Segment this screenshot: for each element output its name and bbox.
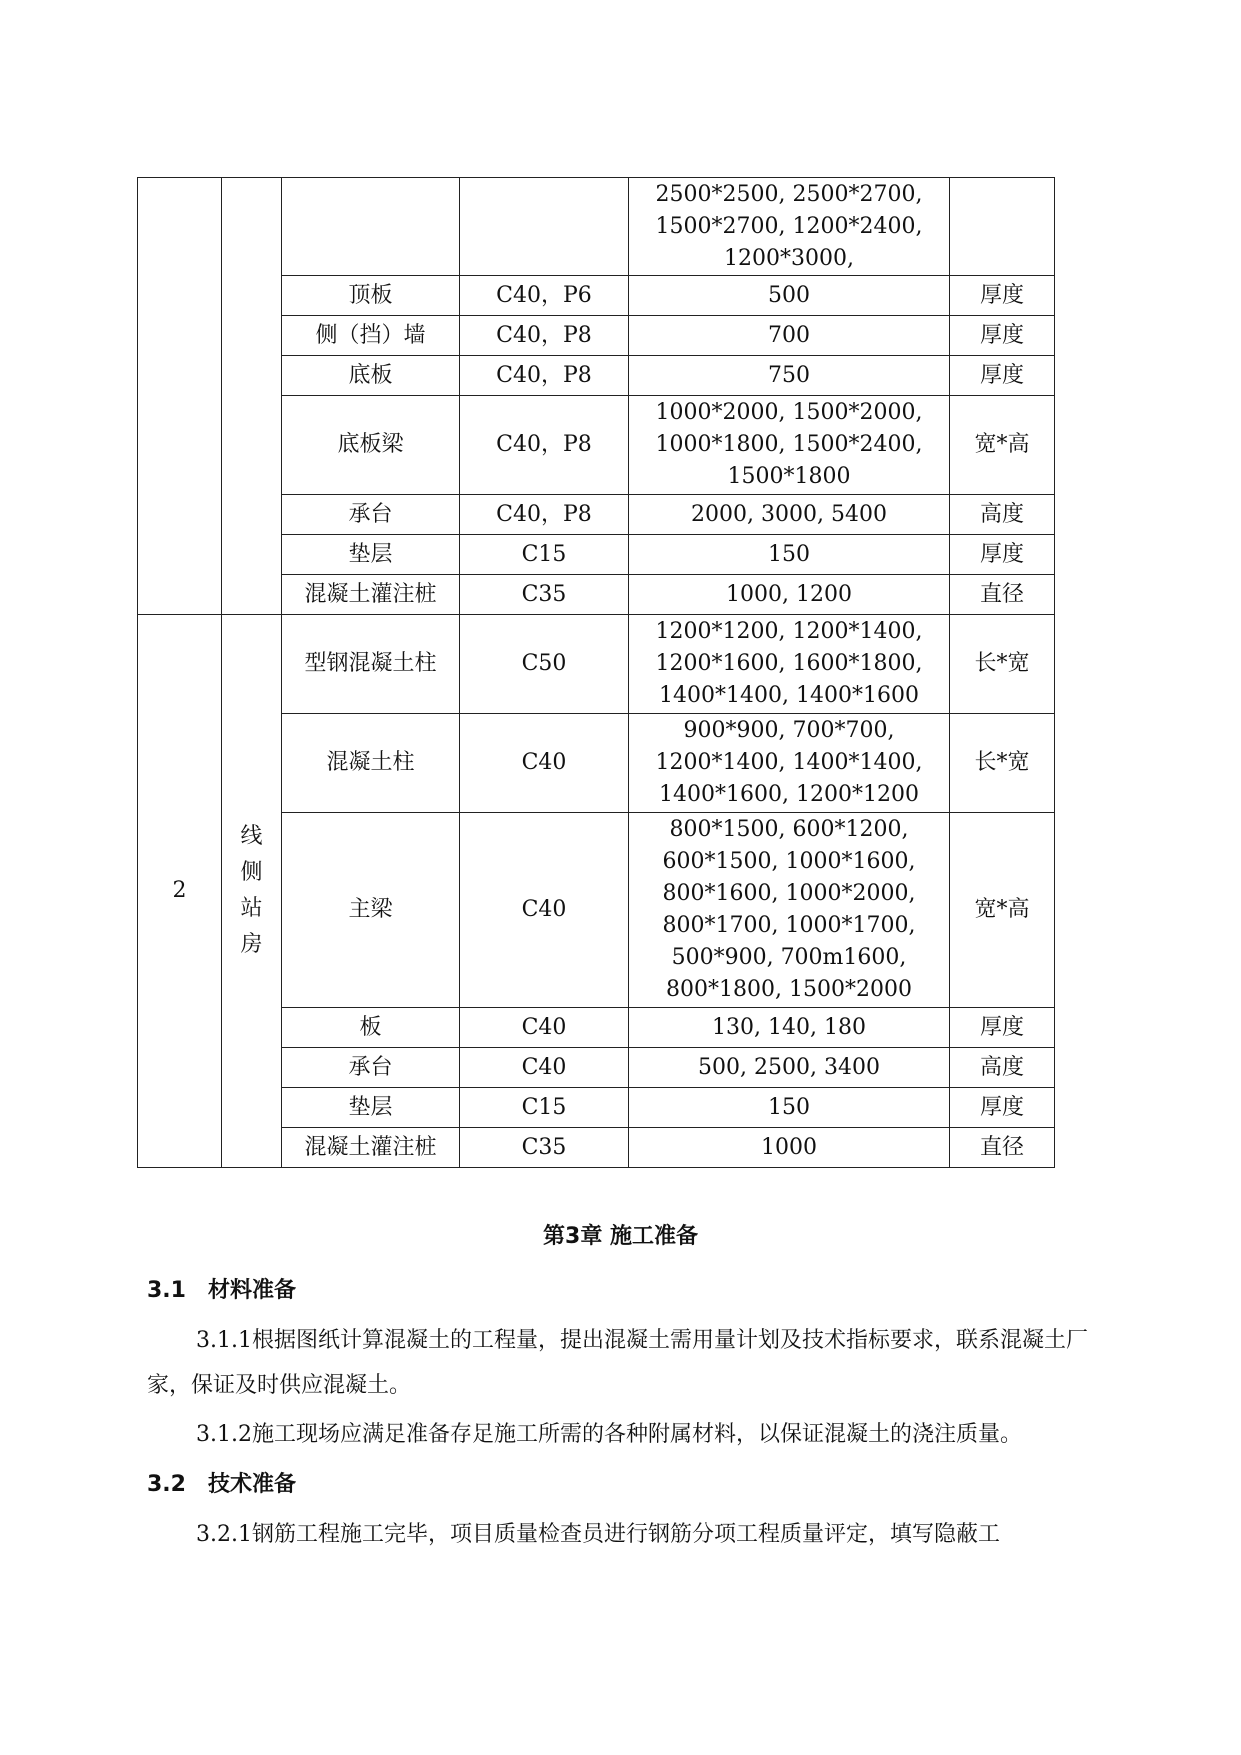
vertical-label: 线 侧 站 房 [240, 824, 263, 957]
note-cell: 高度 [950, 495, 1055, 535]
note-cell [950, 178, 1055, 276]
grade-cell: C15 [460, 535, 629, 575]
member-name-cell: 垫层 [282, 535, 460, 575]
dims-cell: 500, 2500, 3400 [629, 1048, 950, 1088]
note-cell: 厚度 [950, 356, 1055, 396]
member-name-cell: 顶板 [282, 276, 460, 316]
section-title: 技术准备 [207, 1472, 296, 1497]
member-name-cell: 混凝土灌注桩 [282, 1128, 460, 1168]
note-cell: 厚度 [950, 1008, 1055, 1048]
dims-cell: 900*900, 700*700, 1200*1400, 1400*1400, 1400*1600, 1200*1200 [629, 714, 950, 813]
note-cell: 高度 [950, 1048, 1055, 1088]
dims-cell: 2000, 3000, 5400 [629, 495, 950, 535]
note-cell: 宽*高 [950, 813, 1055, 1008]
grade-cell: C35 [460, 1128, 629, 1168]
grade-cell: C40，P8 [460, 396, 629, 495]
paragraph-3-1-2: 3.1.2施工现场应满足准备存足施工所需的各种附属材料，以保证混凝土的浇注质量。 [196, 1422, 1022, 1447]
dims-cell: 1000 [629, 1128, 950, 1168]
grade-cell: C35 [460, 575, 629, 615]
dims-cell: 1200*1200, 1200*1400, 1200*1600, 1600*1800, 1400*1400, 1400*1600 [629, 615, 950, 714]
grade-cell: C40，P8 [460, 316, 629, 356]
grade-cell: C40，P8 [460, 356, 629, 396]
section-heading-3-1 [147, 1273, 296, 1304]
table-row [138, 178, 1055, 276]
grade-cell: C40 [460, 813, 629, 1008]
member-name-cell: 垫层 [282, 1088, 460, 1128]
dims-cell: 1000*2000, 1500*2000, 1000*1800, 1500*2400, 1500*1800 [629, 396, 950, 495]
section-number: 3.1 [147, 1278, 186, 1303]
dims-cell: 500 [629, 276, 950, 316]
member-name-cell: 侧（挡）墙 [282, 316, 460, 356]
grade-cell [460, 178, 629, 276]
grade-cell: C40，P6 [460, 276, 629, 316]
member-name-cell: 底板梁 [282, 396, 460, 495]
grade-cell: C50 [460, 615, 629, 714]
member-name-cell: 混凝土灌注桩 [282, 575, 460, 615]
member-name-cell: 型钢混凝土柱 [282, 615, 460, 714]
paragraph-3-2-1: 3.2.1钢筋工程施工完毕，项目质量检查员进行钢筋分项工程质量评定，填写隐蔽工 [196, 1522, 1000, 1547]
table-row [138, 615, 1055, 714]
dims-cell: 2500*2500, 2500*2700, 1500*2700, 1200*2400, 1200*3000, [629, 178, 950, 276]
member-name-cell: 承台 [282, 495, 460, 535]
dims-cell: 150 [629, 1088, 950, 1128]
member-name-cell: 主梁 [282, 813, 460, 1008]
grade-cell: C40，P8 [460, 495, 629, 535]
note-cell: 厚度 [950, 276, 1055, 316]
dims-cell: 150 [629, 535, 950, 575]
chapter-title: 第3章 施工准备 [543, 1224, 698, 1249]
note-cell: 厚度 [950, 1088, 1055, 1128]
member-name-cell: 底板 [282, 356, 460, 396]
section-title: 材料准备 [207, 1278, 296, 1303]
paragraph-3-1-1: 3.1.1根据图纸计算混凝土的工程量，提出混凝土需用量计划及技术指标要求，联系混凝土厂家，保证及时供应混凝土。 [147, 1328, 1088, 1398]
note-cell: 宽*高 [950, 396, 1055, 495]
note-cell: 长*宽 [950, 714, 1055, 813]
grade-cell: C15 [460, 1088, 629, 1128]
section-number: 3.2 [147, 1472, 186, 1497]
grade-cell: C40 [460, 1048, 629, 1088]
member-name-cell: 板 [282, 1008, 460, 1048]
note-cell: 厚度 [950, 316, 1055, 356]
group1-index-cell [138, 178, 222, 615]
grade-cell: C40 [460, 1008, 629, 1048]
dims-cell: 750 [629, 356, 950, 396]
dims-cell: 130, 140, 180 [629, 1008, 950, 1048]
note-cell: 长*宽 [950, 615, 1055, 714]
section-heading-3-2 [147, 1467, 296, 1498]
grade-cell: C40 [460, 714, 629, 813]
note-cell: 厚度 [950, 535, 1055, 575]
member-name-cell: 承台 [282, 1048, 460, 1088]
note-cell: 直径 [950, 1128, 1055, 1168]
member-name-cell [282, 178, 460, 276]
concrete-spec-table [137, 177, 1055, 1168]
dims-cell: 700 [629, 316, 950, 356]
dims-cell: 800*1500, 600*1200, 600*1500, 1000*1600, 800*1600, 1000*2000, 800*1700, 1000*1700, 500*900, 700m1600, 800*1800, 1500*2000 [629, 813, 950, 1008]
group2-label-cell [222, 615, 282, 1168]
group2-index-cell: 2 [138, 615, 222, 1168]
member-name-cell: 混凝土柱 [282, 714, 460, 813]
dims-cell: 1000, 1200 [629, 575, 950, 615]
note-cell: 直径 [950, 575, 1055, 615]
group1-label-cell [222, 178, 282, 615]
